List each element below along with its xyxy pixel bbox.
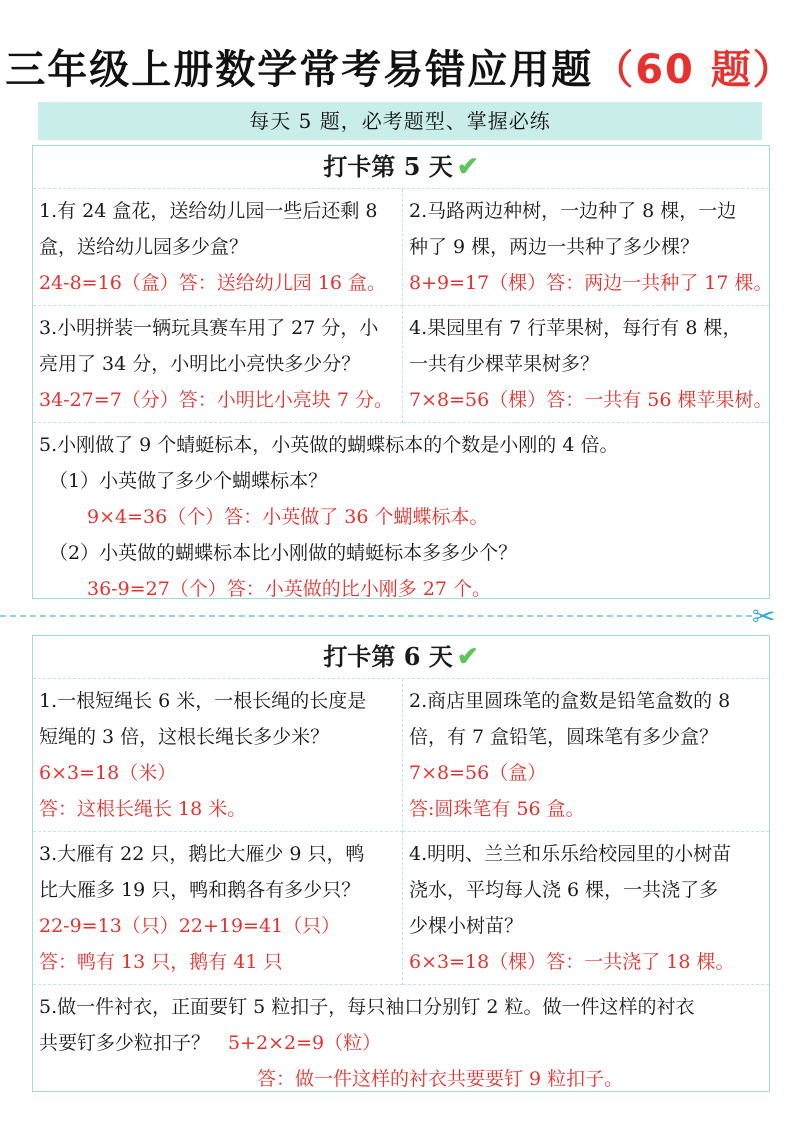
day5-question-2: 2.马路两边种树，一边种了 8 棵，一边 种了 9 棵，两边一共种了多少棵？ 8+9=17（棵）答：两边一共种了 17 棵。	[403, 189, 769, 306]
answer: 36-9=27（个）答：小英做的比小刚多 27 个。	[87, 578, 492, 600]
answer: 答：做一件这样的衬衣共要要钉 9 粒扣子。	[257, 1068, 624, 1090]
day5-question-4: 4.果园里有 7 行苹果树，每行有 8 棵， 一共有少棵苹果树多？ 7×8=56（棵）答：一共有 56 棵苹果树。	[403, 306, 769, 423]
answer: 7×8=56（盒）	[409, 762, 547, 784]
day6-question-3: 3.大雁有 22 只，鹅比大雁少 9 只，鸭 比大雁多 19 只，鸭和鹅各有多少只？ 22-9=13（只）22+19=41（只） 答：鸭有 13 只，鹅有 41 只	[33, 832, 403, 985]
day5-question-1: 1.有 24 盒花，送给幼儿园一些后还剩 8 盒，送给幼儿园多少盒？ 24-8=16（盒）答：送给幼儿园 16 盒。	[33, 189, 403, 306]
answer: 34-27=7（分）答：小明比小亮块 7 分。	[39, 389, 393, 411]
day5-card	[32, 145, 773, 600]
day6-question-2: 2.商店里圆珠笔的盒数是铅笔盒数的 8 倍，有 7 盒铅笔，圆珠笔有多少盒？ 7×8=56（盒） 答:圆珠笔有 56 盒。	[403, 679, 769, 832]
check-icon: ✔	[456, 642, 479, 672]
answer: 答：鸭有 13 只，鹅有 41 只	[39, 951, 283, 973]
title-count: （60 题）	[593, 47, 795, 93]
cut-line	[0, 615, 752, 617]
answer: 6×3=18（棵）答：一共浇了 18 棵。	[409, 951, 735, 973]
day6-question-5: 5.做一件衬衣，正面要钉 5 粒扣子，每只袖口分别钉 2 粒。做一件这样的衬衣 共要钉多少粒扣子？ 5+2×2=9（粒） 答：做一件这样的衬衣共要要钉 9 粒扣子。	[33, 985, 769, 1103]
day6-question-1: 1.一根短绳长 6 米，一根长绳的长度是 短绳的 3 倍，这根长绳长多少米？ 6×3=18（米） 答：这根长绳长 18 米。	[33, 679, 403, 832]
answer: 22-9=13（只）22+19=41（只）	[39, 915, 341, 937]
answer: 8+9=17（棵）答：两边一共种了 17 棵。	[409, 272, 773, 294]
answer: 答:圆珠笔有 56 盒。	[409, 798, 585, 820]
scissors-icon: ✂	[752, 600, 776, 633]
day6-header: 打卡第 6 天 ✔	[33, 636, 769, 679]
answer: 答：这根长绳长 18 米。	[39, 798, 247, 820]
answer: 5+2×2=9（粒）	[228, 1032, 382, 1054]
day5-header: 打卡第 5 天 ✔	[33, 146, 769, 189]
title-main: 三年级上册数学常考易错应用题	[5, 47, 594, 93]
answer: 6×3=18（米）	[39, 762, 177, 784]
answer: 7×8=56（棵）答：一共有 56 棵苹果树。	[409, 389, 773, 411]
day6-card	[32, 635, 770, 1092]
answer: 9×4=36（个）答：小英做了 36 个蝴蝶标本。	[87, 506, 489, 528]
answer: 24-8=16（盒）答：送给幼儿园 16 盒。	[39, 272, 387, 294]
day6-question-4: 4.明明、兰兰和乐乐给校园里的小树苗 浇水，平均每人浇 6 棵，一共浇了多 少棵小树苗？ 6×3=18（棵）答：一共浇了 18 棵。	[403, 832, 769, 985]
subtitle-banner: 每天 5 题，必考题型、掌握必练	[38, 102, 762, 140]
page-title	[0, 38, 800, 95]
check-icon: ✔	[456, 152, 479, 182]
day5-question-5: 5.小刚做了 9 个蜻蜓标本，小英做的蝴蝶标本的个数是小刚的 4 倍。 （1）小英做了多少个蝴蝶标本？ 9×4=36（个）答：小英做了 36 个蝴蝶标本。 （2）小英做的蝴蝶标本比小刚做的蜻蜓标本多多少个？ 36-9=27（个）答：小英做的比小刚多 27 个。	[33, 423, 769, 613]
day5-question-3: 3.小明拼装一辆玩具赛车用了 27 分，小 亮用了 34 分，小明比小亮快多少分？ 34-27=7（分）答：小明比小亮块 7 分。	[33, 306, 403, 423]
